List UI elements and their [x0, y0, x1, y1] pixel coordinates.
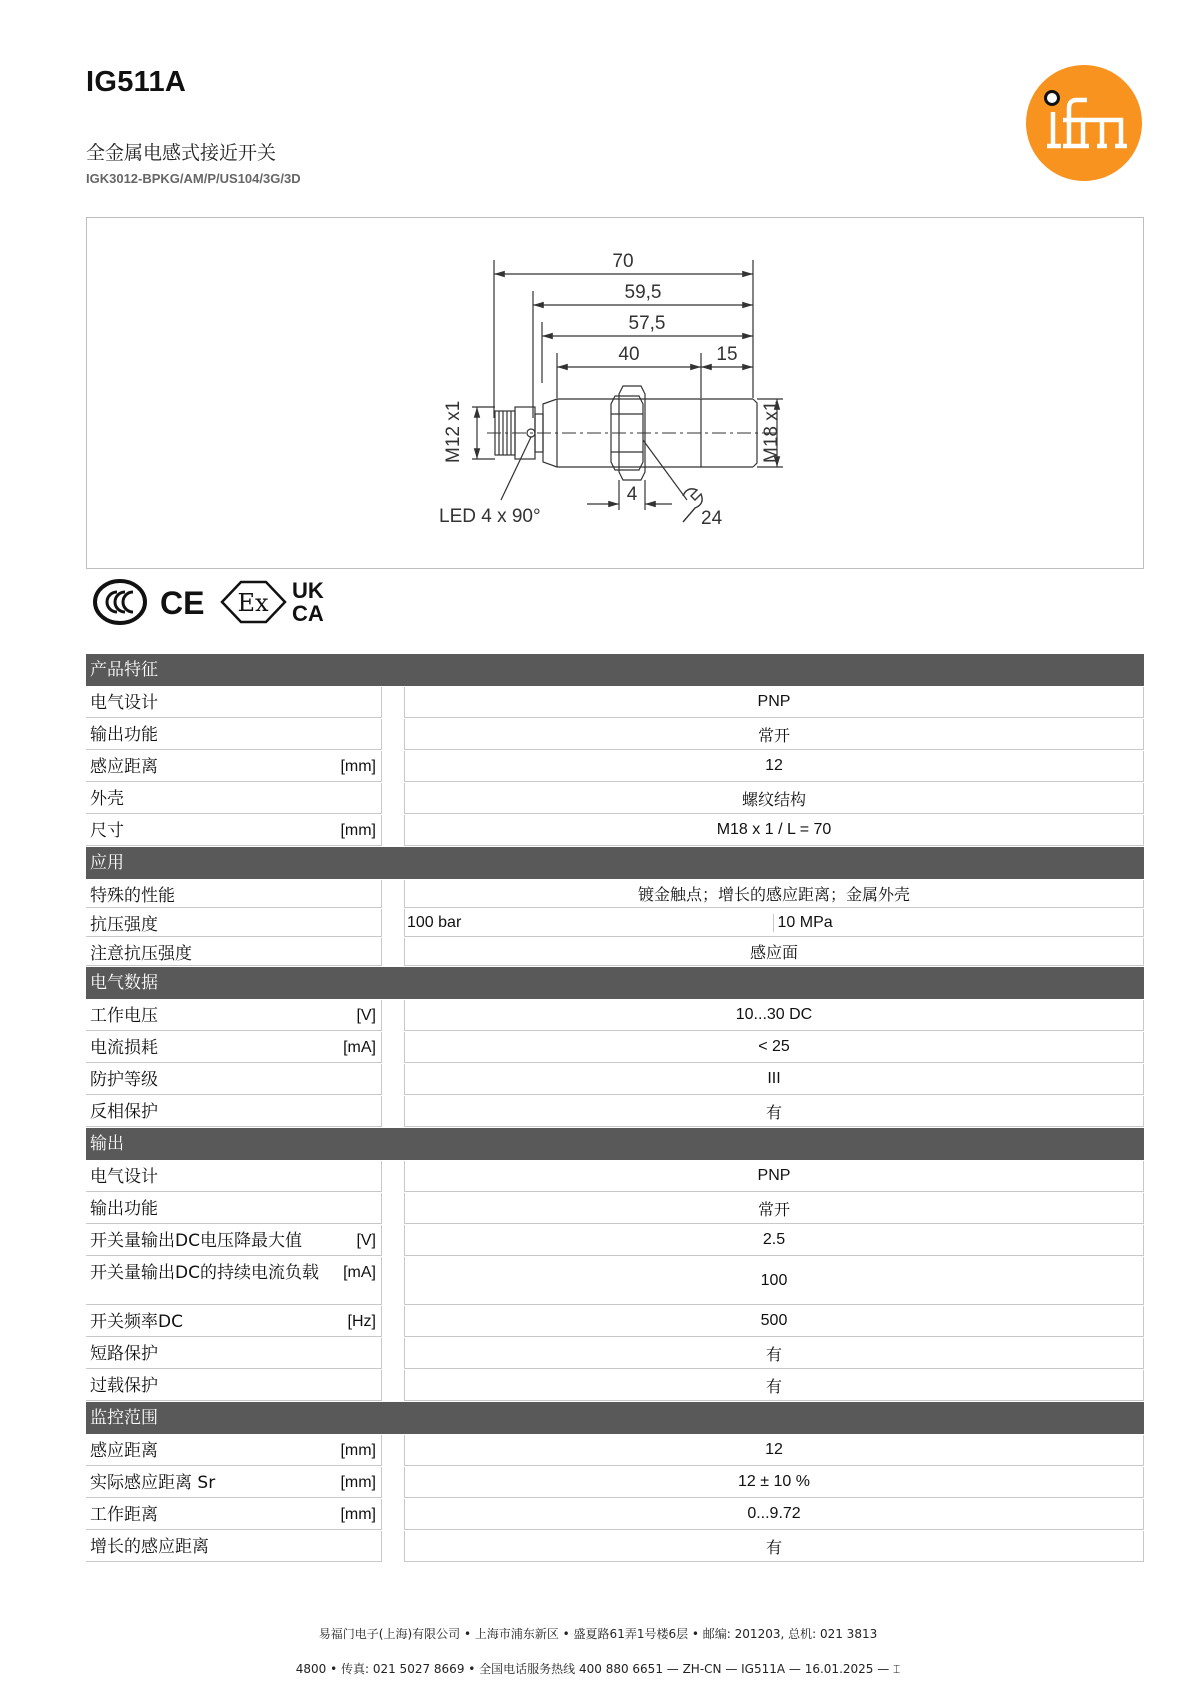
dim-body-length: 59,5	[624, 282, 662, 303]
wrench-icon	[683, 489, 702, 522]
dim-thread-length: 57,5	[628, 313, 666, 334]
table-row	[86, 1306, 1144, 1337]
row-label: 工作电压 [V]	[86, 1000, 382, 1031]
ukca-top: UK	[292, 578, 324, 603]
row-value: 常开	[404, 1193, 1144, 1224]
table-row	[86, 1193, 1144, 1224]
row-label: 开关量输出DC的持续电流负载 [mA]	[86, 1257, 382, 1305]
row-label: 防护等级	[86, 1064, 382, 1095]
ce-mark: CE	[160, 585, 205, 621]
footer-contact-line: 4800 • 传真: 021 5027 8669 • 全国电话服务热线 400 880 6651 — ZH-CN — IG511A — 16.01.2025 — ⌶	[295, 1662, 901, 1676]
row-value-right: 10 MPa	[773, 914, 1144, 932]
row-value: 2.5	[404, 1225, 1144, 1256]
row-value: 12	[404, 1435, 1144, 1466]
row-label: 输出功能	[86, 1193, 382, 1224]
row-value	[404, 909, 1144, 937]
table-row	[86, 751, 1144, 782]
ukca-mark	[292, 578, 324, 625]
sensor-dimension-svg	[87, 218, 1143, 568]
row-value: 500	[404, 1306, 1144, 1337]
dimension-drawing	[86, 217, 1144, 569]
row-value: 12 ± 10 %	[404, 1467, 1144, 1498]
row-label: 工作距离 [mm]	[86, 1499, 382, 1530]
row-value: III	[404, 1064, 1144, 1095]
row-label: 电气设计	[86, 687, 382, 718]
row-value: < 25	[404, 1032, 1144, 1063]
row-label: 感应距离 [mm]	[86, 751, 382, 782]
row-value: 常开	[404, 719, 1144, 750]
table-row	[86, 1531, 1144, 1562]
section-header-outputs: 输出	[86, 1128, 1144, 1160]
table-row	[86, 880, 1144, 908]
footer-address-line: 易福门电子(上海)有限公司 • 上海市浦东新区 • 盛夏路61弄1号楼6层 • 邮编: 201203, 总机: 021 3813	[318, 1627, 878, 1641]
product-subtitle: 全金属电感式接近开关	[86, 142, 277, 164]
ifm-logo	[1025, 64, 1143, 182]
row-value: PNP	[404, 1161, 1144, 1192]
row-label: 电气设计	[86, 1161, 382, 1192]
product-title: IG511A	[86, 66, 187, 98]
row-value: 10...30 DC	[404, 1000, 1144, 1031]
row-value: 0...9.72	[404, 1499, 1144, 1530]
table-row	[86, 909, 1144, 937]
table-row	[86, 938, 1144, 966]
dim-4: 4	[626, 484, 638, 505]
ukca-bottom: CA	[292, 601, 324, 625]
row-value: 螺纹结构	[404, 783, 1144, 814]
table-row	[86, 1096, 1144, 1127]
row-label: 电流损耗 [mA]	[86, 1032, 382, 1063]
row-value: 100	[404, 1257, 1144, 1305]
row-value-left: 100 bar	[407, 913, 462, 931]
dim-overall-length: 70	[612, 251, 634, 272]
row-label: 抗压强度	[86, 909, 382, 937]
row-value: 有	[404, 1338, 1144, 1369]
row-label: 过载保护	[86, 1370, 382, 1401]
product-code: IGK3012-BPKG/AM/P/US104/3G/3D	[86, 171, 301, 186]
row-label: 短路保护	[86, 1338, 382, 1369]
row-value: 12	[404, 751, 1144, 782]
led-label: LED 4 x 90°	[439, 506, 541, 527]
table-row	[86, 1161, 1144, 1192]
row-label: 外壳	[86, 783, 382, 814]
atex-mark	[222, 582, 285, 622]
table-row	[86, 719, 1144, 750]
table-row	[86, 1435, 1144, 1466]
section-header-monitoring-range: 监控范围	[86, 1402, 1144, 1434]
dim-m18-thread: M18 x1	[761, 400, 782, 463]
table-row	[86, 1064, 1144, 1095]
dim-15: 15	[716, 344, 738, 365]
row-value: 感应面	[404, 938, 1144, 966]
row-label: 开关量输出DC电压降最大值 [V]	[86, 1225, 382, 1256]
table-row	[86, 1000, 1144, 1031]
table-row	[86, 815, 1144, 846]
ccc-mark	[95, 581, 145, 623]
dim-wrench-size: 24	[701, 508, 723, 529]
row-value: 有	[404, 1531, 1144, 1562]
row-value: 有	[404, 1096, 1144, 1127]
table-row	[86, 1467, 1144, 1498]
table-row	[86, 1370, 1144, 1401]
row-label: 实际感应距离 Sr [mm]	[86, 1467, 382, 1498]
dim-40: 40	[618, 344, 640, 365]
table-row	[86, 1499, 1144, 1530]
table-row	[86, 783, 1144, 814]
row-label: 尺寸 [mm]	[86, 815, 382, 846]
row-label: 反相保护	[86, 1096, 382, 1127]
row-label: 输出功能	[86, 719, 382, 750]
table-row	[86, 1257, 1144, 1305]
row-label: 注意抗压强度	[86, 938, 382, 966]
row-value: M18 x 1 / L = 70	[404, 815, 1144, 846]
table-row	[86, 1338, 1144, 1369]
dim-m12-thread: M12 x1	[443, 400, 464, 463]
section-header-application: 应用	[86, 847, 1144, 879]
table-row	[86, 687, 1144, 718]
row-label: 感应距离 [mm]	[86, 1435, 382, 1466]
row-value: PNP	[404, 687, 1144, 718]
row-label: 增长的感应距离	[86, 1531, 382, 1562]
table-row	[86, 1032, 1144, 1063]
table-row	[86, 1225, 1144, 1256]
section-header-electrical: 电气数据	[86, 967, 1144, 999]
row-label: 开关频率DC [Hz]	[86, 1306, 382, 1337]
row-label: 特殊的性能	[86, 880, 382, 908]
section-header-features: 产品特征	[86, 654, 1144, 686]
specifications-table	[86, 654, 1144, 1563]
certification-marks	[92, 577, 337, 625]
row-value: 镀金触点；增长的感应距离；金属外壳	[404, 880, 1144, 908]
atex-label: Ex	[237, 589, 269, 617]
row-value: 有	[404, 1370, 1144, 1401]
